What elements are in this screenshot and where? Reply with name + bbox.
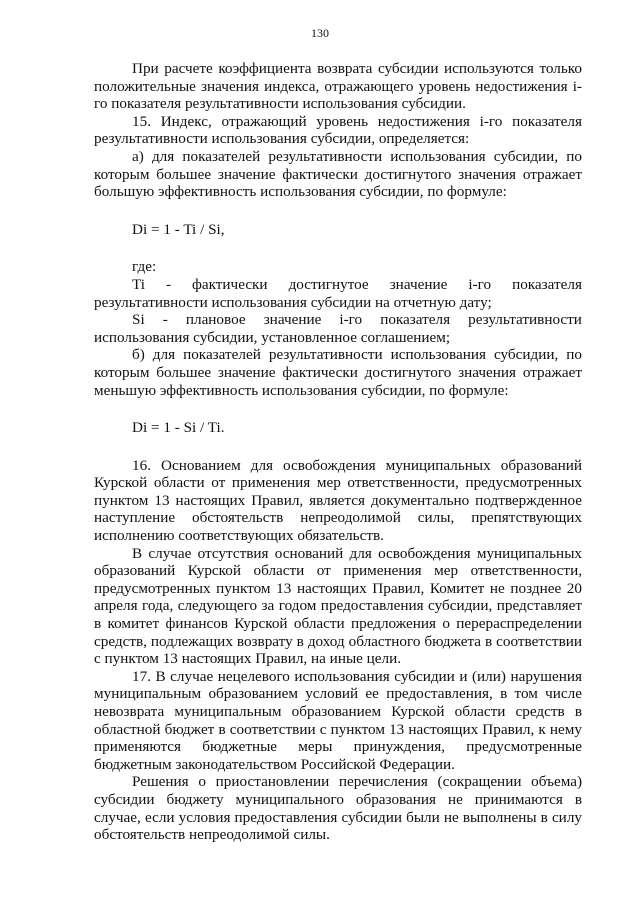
formula-2: Di = 1 - Si / Ti. bbox=[132, 419, 225, 437]
paragraph-15a: а) для показателей результативности использования субсидии, по которым большее значение фактически достигнутого значения отражает большую эффективность использования субсидии, по формуле: bbox=[94, 147, 582, 201]
definition-ti-continuation: результативности использования субсидии на отчетную дату; bbox=[94, 293, 492, 311]
si-word: i-го bbox=[339, 311, 363, 329]
ti-word: фактически bbox=[192, 275, 268, 293]
si-word: показателя bbox=[380, 311, 451, 329]
ti-word: показателя bbox=[512, 275, 582, 293]
paragraph-16-continued: В случае отсутствия оснований для освобождения муниципальных образований Курской области от применения мер ответственности, предусмотренных пунктом 13 настоящих Правил, Комитет не позднее 20 апреля года, следующего за годом предоставления субсидии, представляет в комитет финансов Курской области предложения о перераспределении средств, подлежащих возврату в доход областного бюджета в соответствии с пунктом 13 настоящих Правил, на иные цели. bbox=[94, 544, 582, 668]
ti-word: Ti bbox=[132, 275, 145, 293]
paragraph-return-coefficient: При расчете коэффициента возврата субсидии используются только положительные значения индекса, отражающего уровень недостижения i-го показателя результативности использования субсидии. bbox=[94, 60, 582, 113]
paragraph-16: 16. Основанием для освобождения муниципальных образований Курской области от применения мер ответственности, предусмотренных пунктом 13 настоящих Правил, является документально подтвержденное наступление обстоятельств непреодолимой силы, препятствующих исполнению соответствующих обязательств. bbox=[94, 456, 582, 545]
paragraph-15: 15. Индекс, отражающий уровень недостижения i-го показателя результативности использования субсидии, определяется: bbox=[94, 112, 582, 148]
definition-si bbox=[94, 311, 582, 329]
definition-si-continuation: использования субсидии, установленное соглашением; bbox=[94, 328, 451, 346]
si-word: - bbox=[162, 311, 168, 329]
definition-ti bbox=[94, 276, 582, 294]
paragraph-17: 17. В случае нецелевого использования субсидии и (или) нарушения муниципальным образованием условий ее предоставления, в том числе невозврата муниципальным образованием Курской области средств в областной бюджет в соответствии с пунктом 13 настоящих Правил, к нему применяются бюджетные меры принуждения, предусмотренные бюджетным законодательством Российской Федерации. bbox=[94, 667, 582, 773]
si-word: плановое bbox=[185, 311, 246, 329]
paragraph-15b: б) для показателей результативности использования субсидии, по которым большее значение фактически достигнутого значения отражает меньшую эффективность использования субсидии, по формуле: bbox=[94, 346, 582, 399]
document-body bbox=[94, 60, 582, 844]
ti-word: значение bbox=[389, 275, 448, 293]
where-label: где: bbox=[132, 258, 157, 276]
page-number: 130 bbox=[311, 26, 329, 40]
paragraph-17-continued: Решения о приостановлении перечисления (сокращении объема) субсидии бюджету муниципального образования не принимаются в случае, если условия предоставления субсидии были не выполнены в силу обстоятельств непреодолимой силы. bbox=[94, 773, 582, 844]
si-word: значение bbox=[263, 311, 322, 329]
ti-word: достигнутое bbox=[288, 275, 369, 293]
si-word: результативности bbox=[468, 311, 582, 329]
formula-1: Di = 1 - Ti / Si, bbox=[132, 220, 225, 238]
ti-word: - bbox=[165, 275, 172, 293]
ti-word: i-го bbox=[468, 275, 492, 293]
si-word: Si bbox=[132, 311, 145, 329]
